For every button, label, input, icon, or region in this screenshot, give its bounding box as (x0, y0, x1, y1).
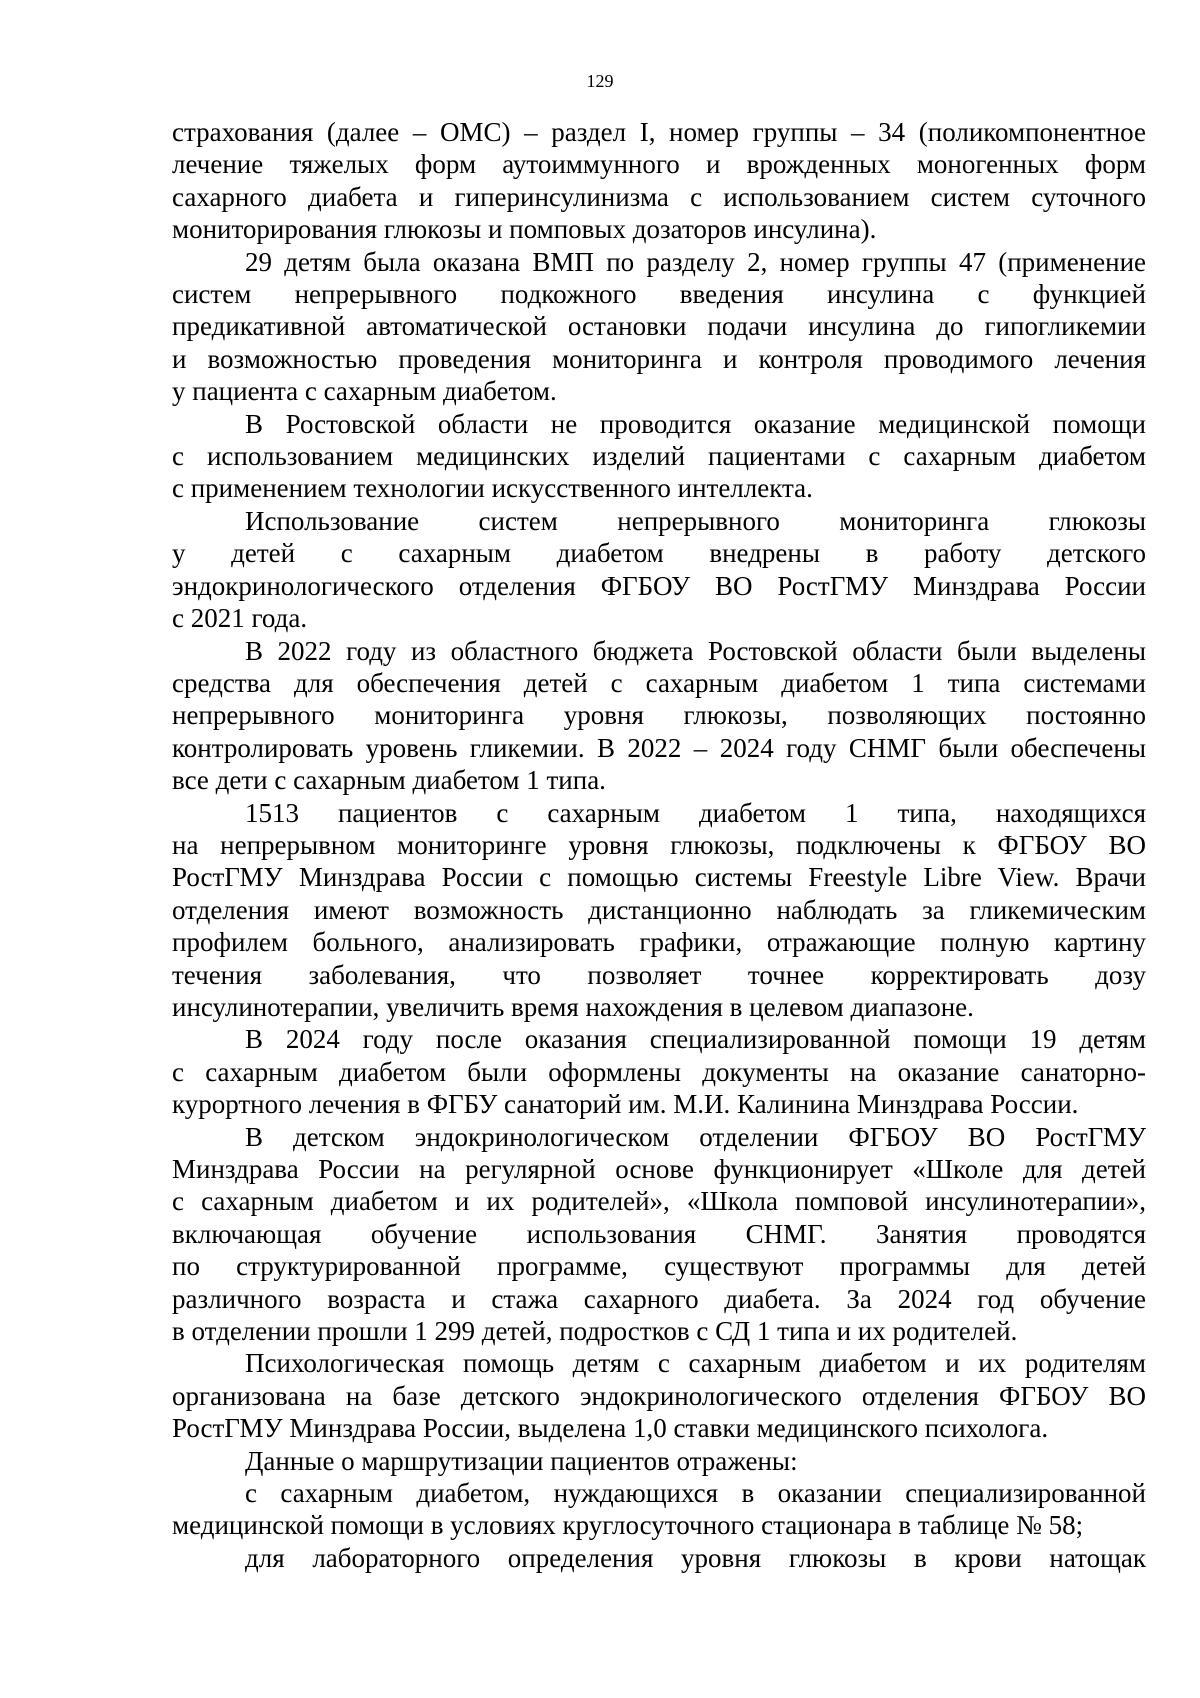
text-line: с 2021 года. (172, 603, 308, 634)
text-line: непрерывного мониторинга уровня глюкозы, позволяющих постоянно (172, 700, 1146, 731)
text-line: 29 детям была оказана ВМП по разделу 2, номер группы 47 (применение (245, 246, 1146, 277)
text-line: РостГМУ Минздрава России, выделена 1,0 ставки медицинского психолога. (172, 1413, 1049, 1444)
text-line: мониторирования глюкозы и помповых дозаторов инсулина). (172, 214, 877, 245)
text-line: все дети с сахарным диабетом 1 типа. (172, 765, 606, 796)
text-line: РостГМУ Минздрава России с помощью системы Freestyle Libre View. Врачи (172, 862, 1146, 893)
text-line: с сахарным диабетом, нуждающихся в оказании специализированной (245, 1478, 1146, 1509)
text-line: с сахарным диабетом и их родителей», «Школа помповой инсулинотерапии», (172, 1186, 1146, 1217)
paragraph (172, 1542, 1146, 1574)
text-line: эндокринологического отделения ФГБОУ ВО РостГМУ Минздрава России (172, 570, 1146, 601)
text-line: курортного лечения в ФГБУ санаторий им. М.И. Калинина Минздрава России. (172, 1089, 1079, 1120)
page-number: 129 (586, 71, 614, 91)
text-line: сахарного диабета и гиперинсулинизма с использованием систем суточного (172, 181, 1146, 212)
text-line: лечение тяжелых форм аутоиммунного и врожденных моногенных форм (172, 149, 1146, 180)
text-line: систем непрерывного подкожного введения инсулина с функцией (172, 279, 1146, 310)
text-line: в отделении прошли 1 299 детей, подростков с СД 1 типа и их родителей. (172, 1316, 1018, 1347)
paragraph (172, 116, 1146, 246)
text-line: на непрерывном мониторинге уровня глюкозы, подключены к ФГБОУ ВО (172, 829, 1146, 860)
text-line: В Ростовской области не проводится оказание медицинской помощи (245, 408, 1146, 439)
paragraph (172, 408, 1146, 505)
text-line: В 2024 году после оказания специализированной помощи 19 детям (245, 1024, 1146, 1055)
text-line: В 2022 году из областного бюджета Ростовской области были выделены (245, 635, 1146, 666)
paragraph (172, 246, 1146, 408)
text-line: В детском эндокринологическом отделении ФГБОУ ВО РостГМУ (245, 1121, 1146, 1152)
text-line: для лабораторного определения уровня глюкозы в крови натощак (245, 1542, 1146, 1573)
paragraph (172, 1347, 1146, 1444)
text-line: у пациента с сахарным диабетом. (172, 376, 557, 407)
text-line: отделения имеют возможность дистанционно наблюдать за гликемическим (172, 894, 1146, 925)
text-line: инсулинотерапии, увеличить время нахождения в целевом диапазоне. (172, 991, 974, 1022)
text-line: Психологическая помощь детям с сахарным диабетом и их родителям (245, 1348, 1146, 1379)
text-line: Использование систем непрерывного мониторинга глюкозы (245, 505, 1146, 536)
text-line: по структурированной программе, существуют программы для детей (172, 1251, 1146, 1282)
text-line: контролировать уровень гликемии. В 2022 – 2024 году СНМГ были обеспечены (172, 732, 1146, 763)
text-line: предикативной автоматической остановки подачи инсулина до гипогликемии (172, 311, 1146, 342)
paragraph (172, 1445, 1146, 1477)
text-line: различного возраста и стажа сахарного диабета. За 2024 год обучение (172, 1283, 1146, 1314)
text-line: с использованием медицинских изделий пациентами с сахарным диабетом (172, 441, 1146, 472)
text-line: Данные о маршрутизации пациентов отражены: (245, 1445, 798, 1476)
text-line: у детей с сахарным диабетом внедрены в работу детского (172, 538, 1146, 569)
document-body (172, 116, 1146, 1574)
text-line: средства для обеспечения детей с сахарным диабетом 1 типа системами (172, 667, 1146, 698)
text-line: профилем больного, анализировать графики, отражающие полную картину (172, 927, 1146, 958)
text-line: страхования (далее – ОМС) – раздел I, номер группы – 34 (поликомпонентное (172, 117, 1146, 147)
text-line: организована на базе детского эндокринологического отделения ФГБОУ ВО (172, 1380, 1146, 1411)
paragraph (172, 1023, 1146, 1120)
paragraph (172, 505, 1146, 635)
text-line: с сахарным диабетом были оформлены документы на оказание санаторно- (172, 1056, 1146, 1087)
paragraph (172, 1121, 1146, 1348)
paragraph (172, 797, 1146, 1024)
text-line: 1513 пациентов с сахарным диабетом 1 типа, находящихся (245, 797, 1146, 828)
text-line: и возможностью проведения мониторинга и контроля проводимого лечения (172, 343, 1146, 374)
paragraph (172, 1477, 1146, 1542)
text-line: Минздрава России на регулярной основе функционирует «Школе для детей (172, 1154, 1146, 1184)
paragraph (172, 635, 1146, 797)
text-line: включающая обучение использования СНМГ. Занятия проводятся (172, 1218, 1146, 1249)
text-line: медицинской помощи в условиях круглосуточного стационара в таблице № 58; (172, 1510, 1084, 1541)
text-line: течения заболевания, что позволяет точнее корректировать дозу (172, 959, 1146, 990)
text-line: с применением технологии искусственного интеллекта. (172, 473, 813, 504)
